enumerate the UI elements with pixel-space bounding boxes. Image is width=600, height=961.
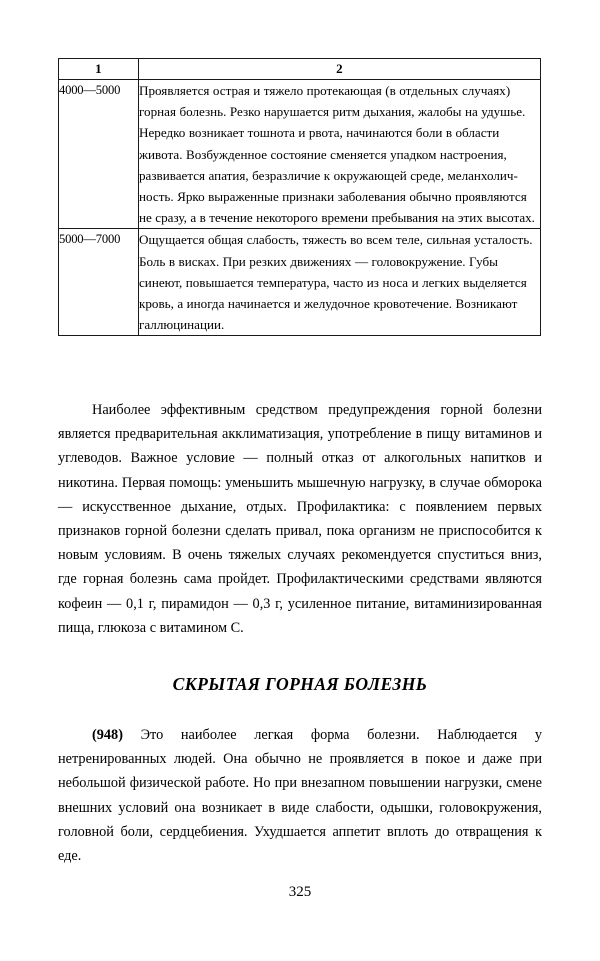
latent-paragraph bbox=[58, 723, 542, 868]
latent-paragraph-text: Это наиболее легкая форма болезни. Наблюдается у нетренированных людей. Она обычно не проявляется в покое и даже при небольшой физической работе. Но при внезапном повышении нагрузки, смене внешних условий она возникает в виде слабости, одышки, головокружения, головной боли, сердцебиения. Ухудшается аппетит вплоть до отвращения к еде. bbox=[58, 727, 542, 865]
symptom-description-cell: Ощущается общая слабость, тяжесть во всем теле, сильная усталость. Боль в висках. При резких движениях — головокружение. Губы синеют, повышается температура, часто из носа и легких выделяется кровь, а иногда начинается и желудочное кровотечение. Возникают галлюцинации. bbox=[139, 229, 541, 336]
reference-number: (948) bbox=[92, 727, 123, 743]
table-header-row bbox=[59, 59, 541, 80]
table-body bbox=[59, 80, 541, 336]
prevention-paragraph-block bbox=[58, 398, 542, 640]
altitude-symptoms-table bbox=[58, 58, 541, 336]
table-column-header-2: 2 bbox=[139, 59, 541, 80]
page-number: 325 bbox=[288, 884, 312, 900]
prevention-paragraph: Наиболее эффективным средством предупреждения горной болезни является предварительная акклиматизация, употребление в пищу витаминов и углеводов. Важное условие — полный отказ от алкогольных напитков и никотина. Первая помощь: уменьшить мышечную нагрузку, в случае обморока — искусственное дыхание, отдых. Профилактика: с появлением первых признаков горной болезни сделать привал, пока организм не приспособится к новым условиям. В очень тяжелых случаях рекомендуется спуститься вниз, где горная болезнь сама пройдет. Профилактическими средствами являются кофеин — 0,1 г, пирамидон — 0,3 г, усиленное питание, витаминизированная пища, глюкоза с витамином С. bbox=[58, 402, 542, 636]
altitude-range-cell: 4000—5000 bbox=[59, 80, 139, 229]
table-row bbox=[59, 80, 541, 229]
section-heading: СКРЫТАЯ ГОРНАЯ БОЛЕЗНЬ bbox=[172, 674, 428, 694]
symptom-description-cell: Проявляется острая и тяжело протекающая (в отдельных случаях) горная болезнь. Резко нарушается ритм дыхания, жалобы на удушье. Нередко возникает тошнота и рвота, начинаются боли в области живота. Возбужденное состояние сменяется упадком настроения, развивается апатия, безразличие к окружающей среде, меланхоличность. Ярко выраженные признаки заболевания обычно проявляются не сразу, а в течение некоторого времени пребывания на этих высотах. bbox=[139, 80, 541, 229]
latent-paragraph-block bbox=[58, 723, 542, 868]
table-column-header-1: 1 bbox=[59, 59, 139, 80]
altitude-range-cell: 5000—7000 bbox=[59, 229, 139, 336]
table-header bbox=[59, 59, 541, 80]
table-row bbox=[59, 229, 541, 336]
